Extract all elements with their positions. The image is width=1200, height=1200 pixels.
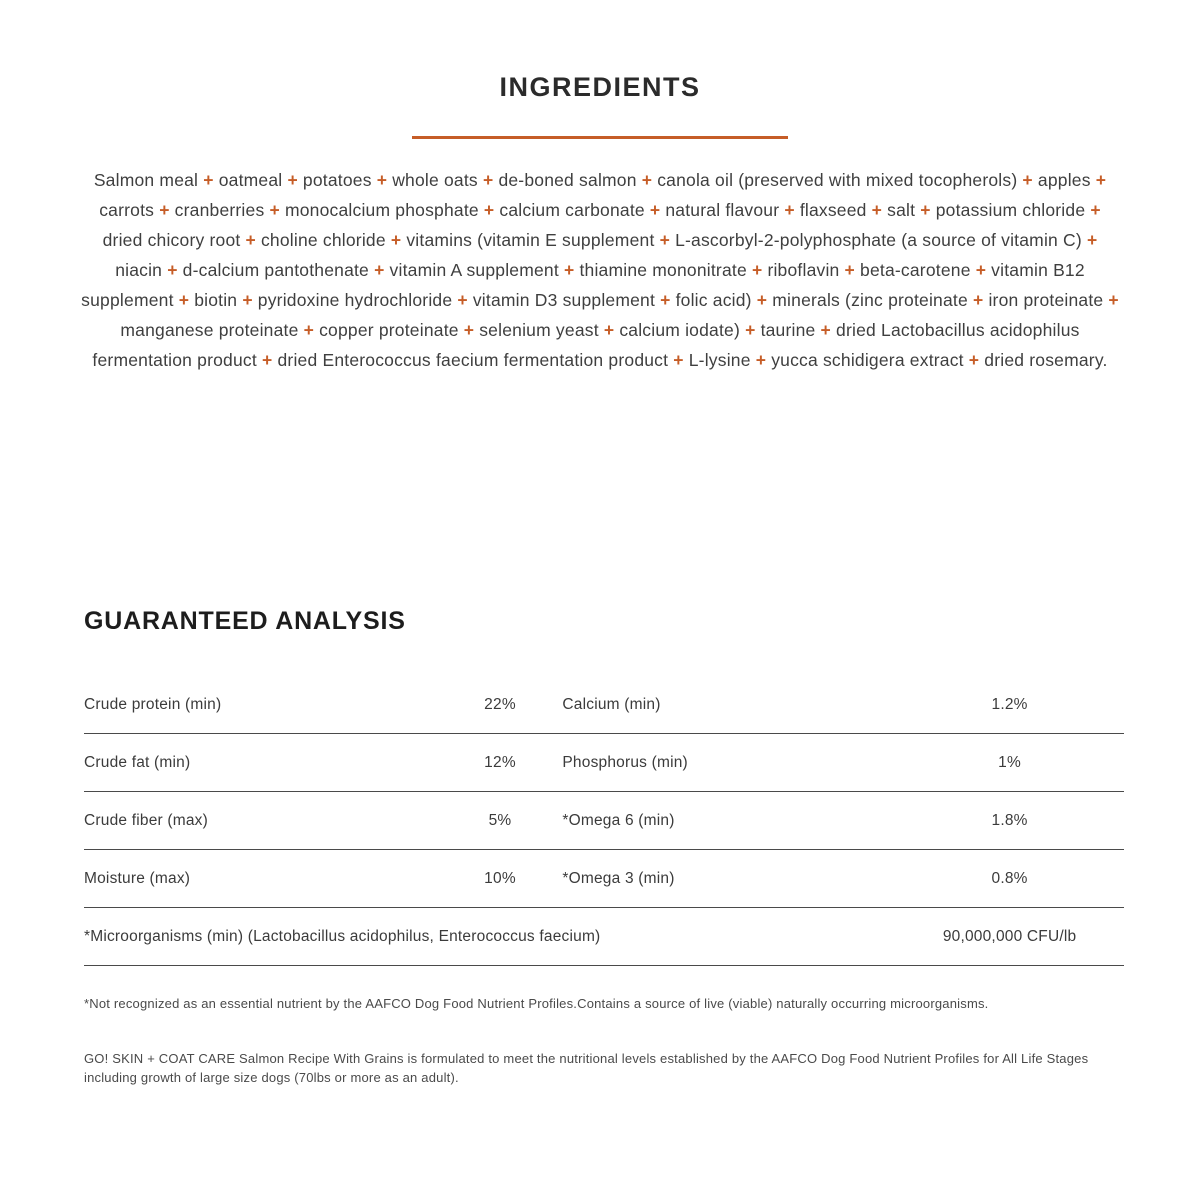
analysis-row bbox=[84, 676, 1124, 734]
ingredients-section bbox=[80, 0, 1120, 375]
plus-separator: + bbox=[1086, 230, 1098, 250]
analysis-label: *Omega 3 (min) bbox=[562, 869, 675, 887]
plus-separator: + bbox=[457, 290, 468, 310]
plus-separator: + bbox=[603, 320, 615, 340]
plus-separator: + bbox=[159, 200, 170, 220]
plus-separator: + bbox=[262, 350, 273, 370]
plus-separator: + bbox=[203, 170, 214, 190]
analysis-label: Crude fat (min) bbox=[84, 753, 191, 771]
ingredients-list: Salmon meal + oatmeal + potatoes + whole oats + de-boned salmon + canola oil (preserved with mixed tocopherols) + apples + carrots + cranberries + monocalcium phosphate + calcium carbonate + natural flavour + flaxseed + salt + potassium chloride + dried chicory root + choline chloride + vitamins (vitamin E supplement + L-ascorbyl-2-polyphosphate (a source of vitamin C) + niacin + d-calcium pantothenate + vitamin A supplement + thiamine mononitrate + riboflavin + beta-carotene + vitamin B12 supplement + biotin + pyridoxine hydrochloride + vitamin D3 supplement + folic acid) + minerals (zinc proteinate + iron proteinate + manganese proteinate + copper proteinate + selenium yeast + calcium iodate) + taurine + dried Lactobacillus acidophilus fermentation product + dried Enterococcus faecium fermentation product + L-lysine + yucca schidigera extract + dried rosemary. bbox=[81, 170, 1119, 370]
plus-separator: + bbox=[1108, 290, 1119, 310]
footnote-aafco-nutrient: *Not recognized as an essential nutrient by the AAFCO Dog Food Nutrient Profiles.Contains a source of live (viable) naturally occurring microorganisms. bbox=[84, 996, 989, 1011]
analysis-value: 90,000,000 CFU/lb bbox=[942, 927, 1077, 945]
plus-separator: + bbox=[303, 320, 315, 340]
plus-separator: + bbox=[376, 170, 388, 190]
plus-separator: + bbox=[390, 230, 402, 250]
analysis-value: 1.8% bbox=[991, 811, 1028, 829]
analysis-label: Calcium (min) bbox=[562, 695, 661, 713]
analysis-value: 22% bbox=[484, 695, 516, 713]
analysis-row bbox=[84, 792, 1124, 850]
plus-separator: + bbox=[482, 170, 494, 190]
guaranteed-analysis-title: GUARANTEED ANALYSIS bbox=[84, 607, 406, 635]
plus-separator: + bbox=[269, 200, 280, 220]
ingredients-title: INGREDIENTS bbox=[499, 72, 701, 102]
plus-separator: + bbox=[755, 350, 767, 370]
plus-separator: + bbox=[844, 260, 855, 280]
analysis-label: *Omega 6 (min) bbox=[562, 811, 675, 829]
analysis-label: Moisture (max) bbox=[84, 869, 191, 887]
plus-separator: + bbox=[563, 260, 575, 280]
plus-separator: + bbox=[920, 200, 931, 220]
plus-separator: + bbox=[784, 200, 795, 220]
plus-separator: + bbox=[242, 290, 253, 310]
plus-separator: + bbox=[745, 320, 756, 340]
plus-separator: + bbox=[659, 230, 670, 250]
plus-separator: + bbox=[756, 290, 768, 310]
analysis-value: 10% bbox=[484, 869, 516, 887]
footnotes bbox=[84, 994, 1128, 1087]
plus-separator: + bbox=[178, 290, 190, 310]
analysis-row bbox=[84, 850, 1124, 908]
plus-separator: + bbox=[374, 260, 385, 280]
plus-separator: + bbox=[1095, 170, 1107, 190]
plus-separator: + bbox=[871, 200, 883, 220]
plus-separator: + bbox=[167, 260, 178, 280]
plus-separator: + bbox=[673, 350, 684, 370]
plus-separator: + bbox=[463, 320, 475, 340]
title-underline bbox=[412, 136, 788, 139]
plus-separator: + bbox=[1090, 200, 1101, 220]
plus-separator: + bbox=[751, 260, 763, 280]
analysis-label: Crude fiber (max) bbox=[84, 811, 208, 829]
plus-separator: + bbox=[968, 350, 980, 370]
plus-separator: + bbox=[245, 230, 256, 250]
plus-separator: + bbox=[483, 200, 495, 220]
guaranteed-analysis-table bbox=[84, 676, 1124, 966]
analysis-label: Phosphorus (min) bbox=[562, 753, 688, 771]
analysis-label: Crude protein (min) bbox=[84, 695, 222, 713]
plus-separator: + bbox=[660, 290, 671, 310]
analysis-value: 0.8% bbox=[991, 869, 1028, 887]
analysis-row bbox=[84, 734, 1124, 792]
footnote-formulation-statement: GO! SKIN + COAT CARE Salmon Recipe With Grains is formulated to meet the nutritional levels established by the AAFCO Dog Food Nutrient Profiles for All Life Stages including growth of large size dogs (70lbs or more as an adult). bbox=[84, 1051, 1089, 1085]
guaranteed-analysis-section bbox=[80, 607, 1120, 966]
plus-separator: + bbox=[649, 200, 661, 220]
analysis-label: *Microorganisms (min) (Lactobacillus acidophilus, Enterococcus faecium) bbox=[84, 927, 601, 945]
analysis-value: 1% bbox=[998, 753, 1021, 771]
analysis-value: 12% bbox=[484, 753, 516, 771]
analysis-row-microorganisms bbox=[84, 908, 1124, 966]
plus-separator: + bbox=[975, 260, 987, 280]
plus-separator: + bbox=[641, 170, 653, 190]
analysis-value: 1.2% bbox=[991, 695, 1028, 713]
plus-separator: + bbox=[820, 320, 831, 340]
plus-separator: + bbox=[287, 170, 298, 190]
plus-separator: + bbox=[972, 290, 984, 310]
plus-separator: + bbox=[1022, 170, 1033, 190]
analysis-value: 5% bbox=[488, 811, 512, 829]
